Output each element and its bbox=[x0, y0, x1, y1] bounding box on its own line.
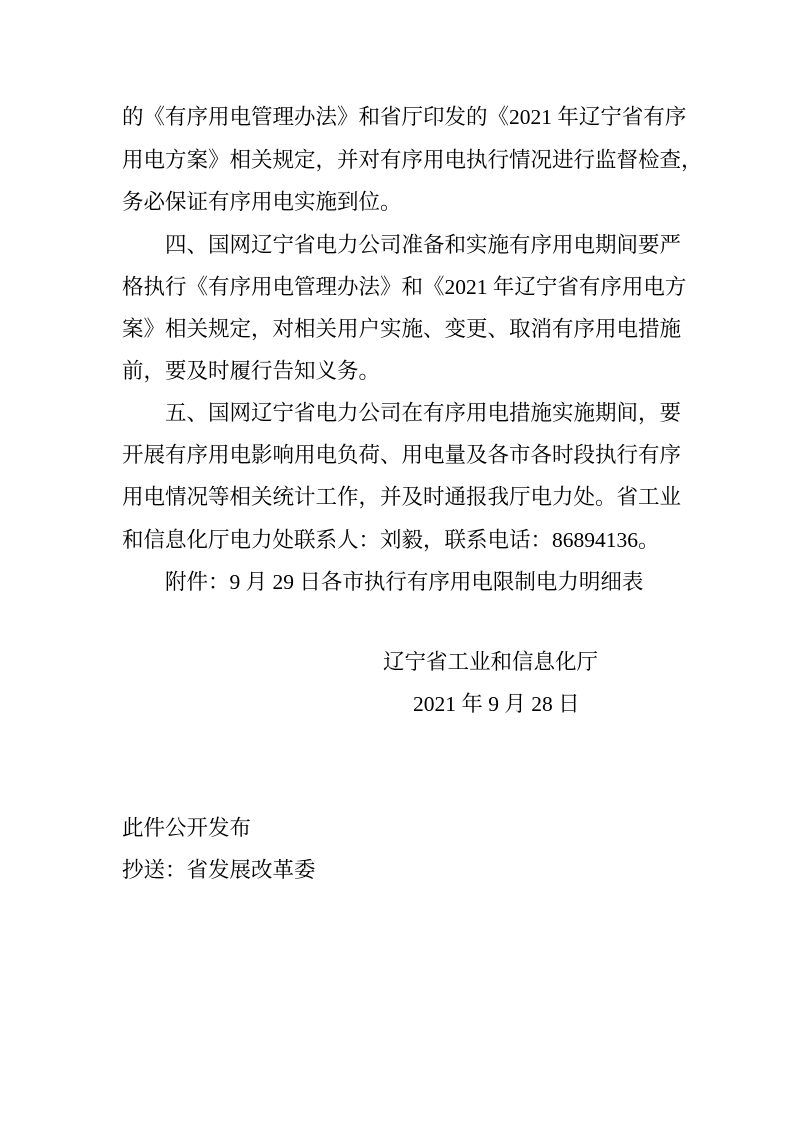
body-line: 案》相关规定，对相关用户实施、变更、取消有序用电措施 bbox=[122, 317, 682, 341]
body-line: 开展有序用电影响用电负荷、用电量及各市各时段执行有序 bbox=[122, 443, 682, 467]
body-line: 五、国网辽宁省电力公司在有序用电措施实施期间，要 bbox=[165, 401, 682, 425]
body-line: 用电情况等相关统计工作，并及时通报我厅电力处。省工业 bbox=[122, 485, 682, 509]
body-line: 格执行《有序用电管理办法》和《2021 年辽宁省有序用电方 bbox=[122, 275, 687, 299]
body-line: 用电方案》相关规定，并对有序用电执行情况进行监督检查， bbox=[122, 148, 703, 172]
issue-date: 2021 年 9 月 28 日 bbox=[413, 692, 580, 716]
cc-line: 抄送：省发展改革委 bbox=[122, 858, 316, 882]
body-line: 四、国网辽宁省电力公司准备和实施有序用电期间要严 bbox=[165, 233, 682, 257]
attachment-line: 附件：9 月 29 日各市执行有序用电限制电力明细表 bbox=[165, 570, 644, 594]
body-line: 的《有序用电管理办法》和省厅印发的《2021 年辽宁省有序 bbox=[122, 105, 687, 129]
body-line: 和信息化厅电力处联系人：刘毅，联系电话：86894136。 bbox=[122, 528, 660, 552]
body-line: 前，要及时履行告知义务。 bbox=[122, 359, 381, 383]
body-line: 务必保证有序用电实施到位。 bbox=[122, 190, 402, 214]
publication-note: 此件公开发布 bbox=[122, 816, 252, 840]
issuer-name: 辽宁省工业和信息化厅 bbox=[383, 650, 599, 674]
